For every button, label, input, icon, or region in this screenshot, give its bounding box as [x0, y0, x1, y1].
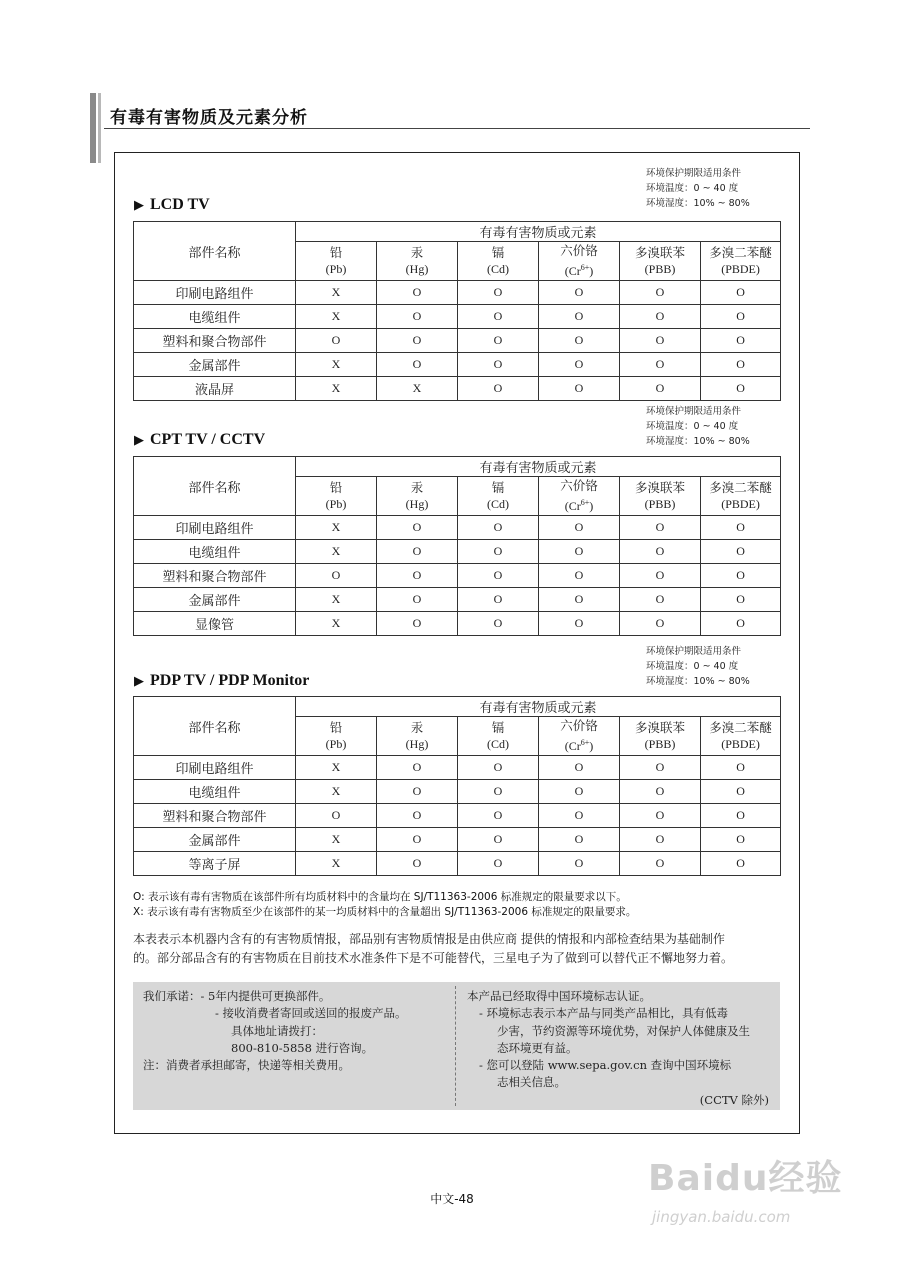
element-name: 多溴二苯醚 — [709, 245, 772, 260]
mark-cell: O — [458, 305, 539, 329]
mark-cell: O — [458, 540, 539, 564]
table-row — [134, 281, 781, 305]
condition-line: 环境温度：0 ~ 40 度 — [646, 183, 739, 194]
header-row — [134, 457, 781, 477]
legend-x: X: 表示该有毒有害物质至少在该部件的某一均质材料中的含量超出 SJ/T11363-2006 标准规定的限量要求。 — [133, 906, 637, 918]
table-row — [134, 305, 781, 329]
condition-line: 环境湿度：10% ~ 80% — [646, 676, 750, 687]
mark-cell: O — [620, 564, 701, 588]
triangle-icon: ▶ — [134, 673, 144, 688]
element-symbol — [539, 734, 619, 755]
mark-cell: O — [701, 612, 781, 636]
mark-cell: X — [296, 377, 377, 401]
section-title — [134, 196, 210, 214]
element-symbol-text: (Hg) — [405, 262, 429, 276]
mark-cell: O — [539, 564, 620, 588]
description-line: 的。部分部品含有的有害物质在目前技术水准条件下是不可能替代，三星电子为了做到可以替代正不懈地努力着。 — [133, 951, 734, 965]
mark-cell: O — [701, 756, 781, 780]
element-symbol — [296, 736, 376, 753]
mark-cell: O — [458, 377, 539, 401]
promise-box — [133, 982, 780, 1110]
element-symbol — [620, 261, 700, 278]
header-row — [134, 222, 781, 242]
mark-cell: X — [377, 377, 458, 401]
element-symbol-text: (PBDE) — [721, 262, 760, 276]
part-name-cell: 金属部件 — [134, 353, 296, 377]
mark-cell: O — [458, 852, 539, 876]
title-accent-bar-light — [98, 93, 101, 163]
mark-cell: O — [539, 329, 620, 353]
mark-cell: X — [296, 540, 377, 564]
part-name-cell: 等离子屏 — [134, 852, 296, 876]
environment-conditions — [646, 166, 796, 211]
mark-cell: O — [620, 588, 701, 612]
mark-cell: O — [296, 564, 377, 588]
mark-cell: O — [458, 516, 539, 540]
element-symbol-text: (Pb) — [325, 262, 347, 276]
element-symbol — [377, 736, 457, 753]
part-name-cell: 印刷电路组件 — [134, 756, 296, 780]
mark-cell: O — [377, 281, 458, 305]
element-symbol-sup: 6+ — [580, 263, 590, 272]
element-header — [701, 242, 781, 281]
element-header — [458, 242, 539, 281]
element-header — [539, 242, 620, 281]
table-row — [134, 756, 781, 780]
element-name: 汞 — [410, 480, 424, 495]
mark-cell: O — [701, 588, 781, 612]
element-symbol — [458, 496, 538, 513]
mark-cell: O — [377, 804, 458, 828]
part-name-cell: 印刷电路组件 — [134, 281, 296, 305]
element-name: 汞 — [410, 720, 424, 735]
element-symbol-text: (Cr — [564, 739, 581, 753]
mark-cell: O — [377, 756, 458, 780]
substance-group-header: 有毒有害物质或元素 — [296, 222, 781, 242]
element-name: 多溴联苯 — [634, 480, 685, 495]
mark-cell: O — [701, 305, 781, 329]
mark-cell: O — [458, 588, 539, 612]
part-name-cell: 塑料和聚合物部件 — [134, 329, 296, 353]
mark-cell: X — [296, 353, 377, 377]
condition-line: 环境湿度：10% ~ 80% — [646, 198, 750, 209]
element-symbol-text: (PBDE) — [721, 737, 760, 751]
element-header — [701, 717, 781, 756]
element-name: 多溴二苯醚 — [709, 720, 772, 735]
condition-line: 环境温度：0 ~ 40 度 — [646, 421, 739, 432]
substance-table — [133, 696, 781, 876]
element-symbol-text: (Hg) — [405, 497, 429, 511]
element-symbol — [458, 261, 538, 278]
mark-cell: O — [620, 804, 701, 828]
table-row — [134, 780, 781, 804]
mark-cell: O — [701, 564, 781, 588]
mark-cell: O — [377, 540, 458, 564]
element-symbol-text: (Hg) — [405, 737, 429, 751]
substance-group-header: 有毒有害物质或元素 — [296, 697, 781, 717]
triangle-icon: ▶ — [134, 197, 144, 212]
service-promise — [143, 988, 448, 1074]
element-header — [296, 242, 377, 281]
condition-line: 环境保护期限适用条件 — [646, 406, 742, 417]
mark-cell: O — [620, 281, 701, 305]
element-symbol — [539, 494, 619, 515]
title-accent-bar — [90, 93, 96, 163]
mark-cell: O — [458, 828, 539, 852]
mark-cell: O — [620, 780, 701, 804]
mark-cell: O — [377, 852, 458, 876]
element-symbol — [620, 736, 700, 753]
element-name: 六价铬 — [560, 478, 598, 493]
mark-cell: O — [458, 281, 539, 305]
element-symbol-sup: 6+ — [580, 498, 590, 507]
part-name-header: 部件名称 — [134, 222, 296, 281]
mark-cell: O — [701, 828, 781, 852]
part-name-cell: 电缆组件 — [134, 305, 296, 329]
watermark-logo: Baidu经验 — [648, 1158, 843, 1199]
eco-line: - 您可以登陆 www.sepa.gov.cn 查询中国环境标 — [479, 1058, 732, 1073]
element-symbol — [701, 261, 780, 278]
element-name: 六价铬 — [560, 243, 598, 258]
mark-cell: O — [620, 756, 701, 780]
section-title — [134, 672, 309, 690]
mark-cell: X — [296, 305, 377, 329]
substance-group-header: 有毒有害物质或元素 — [296, 457, 781, 477]
mark-cell: O — [701, 329, 781, 353]
section-title-text: LCD TV — [150, 196, 210, 213]
mark-cell: O — [458, 353, 539, 377]
cctv-exception: (CCTV 除外) — [699, 1092, 769, 1107]
mark-cell: O — [620, 516, 701, 540]
element-symbol — [701, 736, 780, 753]
environment-conditions — [646, 644, 796, 689]
mark-cell: O — [458, 756, 539, 780]
mark-cell: O — [539, 377, 620, 401]
element-name: 多溴二苯醚 — [709, 480, 772, 495]
element-header — [296, 717, 377, 756]
element-header — [377, 477, 458, 516]
mark-cell: X — [296, 281, 377, 305]
eco-line: - 环境标志表示本产品与同类产品相比，具有低毒 — [479, 1006, 729, 1021]
element-symbol — [701, 496, 780, 513]
mark-cell: O — [377, 780, 458, 804]
environment-conditions — [646, 404, 796, 449]
table-row — [134, 516, 781, 540]
part-name-cell: 电缆组件 — [134, 780, 296, 804]
mark-cell: O — [701, 780, 781, 804]
element-symbol — [296, 496, 376, 513]
description — [133, 930, 785, 968]
mark-cell: X — [296, 780, 377, 804]
part-name-cell: 塑料和聚合物部件 — [134, 564, 296, 588]
mark-cell: X — [296, 612, 377, 636]
mark-cell: X — [296, 756, 377, 780]
title-rule — [104, 128, 810, 129]
part-name-header: 部件名称 — [134, 457, 296, 516]
condition-line: 环境湿度：10% ~ 80% — [646, 436, 750, 447]
eco-label-info — [467, 988, 775, 1109]
mark-cell: O — [701, 353, 781, 377]
element-symbol-text: (Cr — [564, 499, 581, 513]
mark-cell: O — [296, 804, 377, 828]
mark-cell: O — [620, 377, 701, 401]
substance-table — [133, 456, 781, 636]
element-header — [620, 242, 701, 281]
mark-cell: O — [539, 756, 620, 780]
part-name-cell: 金属部件 — [134, 828, 296, 852]
element-name: 汞 — [410, 245, 424, 260]
mark-cell: O — [377, 612, 458, 636]
element-header — [296, 477, 377, 516]
mark-cell: O — [539, 612, 620, 636]
baidu-watermark — [648, 1150, 848, 1240]
promise-note: 注：消费者承担邮寄，快递等相关费用。 — [143, 1058, 350, 1073]
mark-cell: O — [296, 329, 377, 353]
table-row — [134, 540, 781, 564]
element-symbol-text: (PBB) — [644, 737, 676, 751]
mark-cell: O — [620, 329, 701, 353]
element-symbol-text: (PBDE) — [721, 497, 760, 511]
mark-cell: O — [539, 281, 620, 305]
table-row — [134, 828, 781, 852]
element-symbol-close: ) — [589, 499, 594, 513]
mark-cell: O — [539, 353, 620, 377]
mark-cell: O — [377, 353, 458, 377]
element-header — [620, 717, 701, 756]
mark-cell: O — [701, 540, 781, 564]
element-name: 铅 — [329, 720, 343, 735]
promise-line: - 接收消费者寄回或送回的报废产品。 — [215, 1006, 407, 1021]
promise-line: 具体地址请拨打： — [231, 1023, 323, 1038]
mark-cell: O — [539, 540, 620, 564]
part-name-header: 部件名称 — [134, 697, 296, 756]
element-name: 镉 — [491, 720, 505, 735]
section-title — [134, 431, 265, 449]
table-row — [134, 564, 781, 588]
part-name-cell: 显像管 — [134, 612, 296, 636]
mark-cell: O — [539, 804, 620, 828]
header-row — [134, 697, 781, 717]
element-header — [539, 477, 620, 516]
mark-cell: X — [296, 828, 377, 852]
part-name-cell: 印刷电路组件 — [134, 516, 296, 540]
eco-line: 态环境更有益。 — [497, 1040, 578, 1055]
part-name-cell: 电缆组件 — [134, 540, 296, 564]
part-name-cell: 液晶屏 — [134, 377, 296, 401]
element-name: 镉 — [491, 480, 505, 495]
element-name: 铅 — [329, 245, 343, 260]
part-name-cell: 塑料和聚合物部件 — [134, 804, 296, 828]
element-header — [458, 717, 539, 756]
condition-line: 环境保护期限适用条件 — [646, 168, 742, 179]
promise-line: 我们承诺：- 5年内提供可更换部件。 — [143, 989, 331, 1003]
element-header — [458, 477, 539, 516]
element-symbol — [539, 259, 619, 280]
legend — [133, 890, 793, 920]
mark-cell: X — [296, 588, 377, 612]
element-symbol-sup: 6+ — [580, 738, 590, 747]
table-row — [134, 353, 781, 377]
mark-cell: O — [620, 828, 701, 852]
mark-cell: O — [539, 516, 620, 540]
mark-cell: O — [701, 377, 781, 401]
triangle-icon: ▶ — [134, 432, 144, 447]
element-symbol-text: (Cd) — [487, 497, 509, 511]
mark-cell: O — [620, 612, 701, 636]
table-row — [134, 329, 781, 353]
mark-cell: O — [458, 612, 539, 636]
element-symbol — [377, 496, 457, 513]
table-row — [134, 377, 781, 401]
element-header — [701, 477, 781, 516]
table-row — [134, 612, 781, 636]
mark-cell: O — [701, 804, 781, 828]
mark-cell: X — [296, 852, 377, 876]
element-name: 镉 — [491, 245, 505, 260]
mark-cell: O — [539, 828, 620, 852]
dashed-divider — [455, 986, 456, 1106]
table-row — [134, 804, 781, 828]
element-header — [539, 717, 620, 756]
promise-phone: 800-810-5858 进行咨询。 — [231, 1040, 374, 1055]
mark-cell: X — [296, 516, 377, 540]
mark-cell: O — [377, 329, 458, 353]
mark-cell: O — [377, 305, 458, 329]
mark-cell: O — [377, 588, 458, 612]
mark-cell: O — [377, 828, 458, 852]
mark-cell: O — [539, 305, 620, 329]
eco-line: 本产品已经取得中国环境标志认证。 — [467, 989, 651, 1003]
table-row — [134, 588, 781, 612]
element-name: 多溴联苯 — [634, 720, 685, 735]
element-name: 六价铬 — [560, 718, 598, 733]
element-name: 铅 — [329, 480, 343, 495]
element-header — [377, 242, 458, 281]
eco-line: 少害，节约资源等环境优势，对保护人体健康及生 — [497, 1023, 750, 1038]
substance-table — [133, 221, 781, 401]
element-symbol-text: (Cr — [564, 264, 581, 278]
element-symbol-text: (PBB) — [644, 497, 676, 511]
mark-cell: O — [539, 588, 620, 612]
mark-cell: O — [701, 852, 781, 876]
section-title-text: CPT TV / CCTV — [150, 431, 266, 448]
eco-line: 志相关信息。 — [497, 1075, 566, 1090]
condition-line: 环境温度：0 ~ 40 度 — [646, 661, 739, 672]
mark-cell: O — [539, 780, 620, 804]
part-name-cell: 金属部件 — [134, 588, 296, 612]
watermark-url: jingyan.baidu.com — [652, 1208, 791, 1226]
element-header — [620, 477, 701, 516]
element-symbol — [296, 261, 376, 278]
mark-cell: O — [620, 353, 701, 377]
element-symbol-text: (Cd) — [487, 737, 509, 751]
mark-cell: O — [458, 804, 539, 828]
element-header — [377, 717, 458, 756]
table-row — [134, 852, 781, 876]
element-symbol-text: (Cd) — [487, 262, 509, 276]
element-symbol-text: (PBB) — [644, 262, 676, 276]
mark-cell: O — [620, 305, 701, 329]
element-symbol-text: (Pb) — [325, 497, 347, 511]
element-symbol — [377, 261, 457, 278]
mark-cell: O — [620, 540, 701, 564]
mark-cell: O — [377, 564, 458, 588]
element-symbol — [620, 496, 700, 513]
mark-cell: O — [539, 852, 620, 876]
description-line: 本表表示本机器内含有的有害物质情报，部品别有害物质情报是由供应商 提供的情报和内部检查结果为基础制作 — [133, 932, 725, 946]
element-symbol-text: (Pb) — [325, 737, 347, 751]
element-name: 多溴联苯 — [634, 245, 685, 260]
mark-cell: O — [377, 516, 458, 540]
page-title: 有毒有害物质及元素分析 — [110, 108, 308, 128]
mark-cell: O — [458, 329, 539, 353]
mark-cell: O — [458, 780, 539, 804]
mark-cell: O — [701, 516, 781, 540]
element-symbol-close: ) — [589, 739, 594, 753]
condition-line: 环境保护期限适用条件 — [646, 646, 742, 657]
mark-cell: O — [458, 564, 539, 588]
legend-o: O: 表示该有毒有害物质在该部件所有均质材料中的含量均在 SJ/T11363-2006 标准规定的限量要求以下。 — [133, 891, 627, 903]
section-title-text: PDP TV / PDP Monitor — [150, 672, 310, 689]
element-symbol — [458, 736, 538, 753]
mark-cell: O — [620, 852, 701, 876]
page-number: 中文-48 — [430, 1192, 474, 1206]
element-symbol-close: ) — [589, 264, 594, 278]
mark-cell: O — [701, 281, 781, 305]
